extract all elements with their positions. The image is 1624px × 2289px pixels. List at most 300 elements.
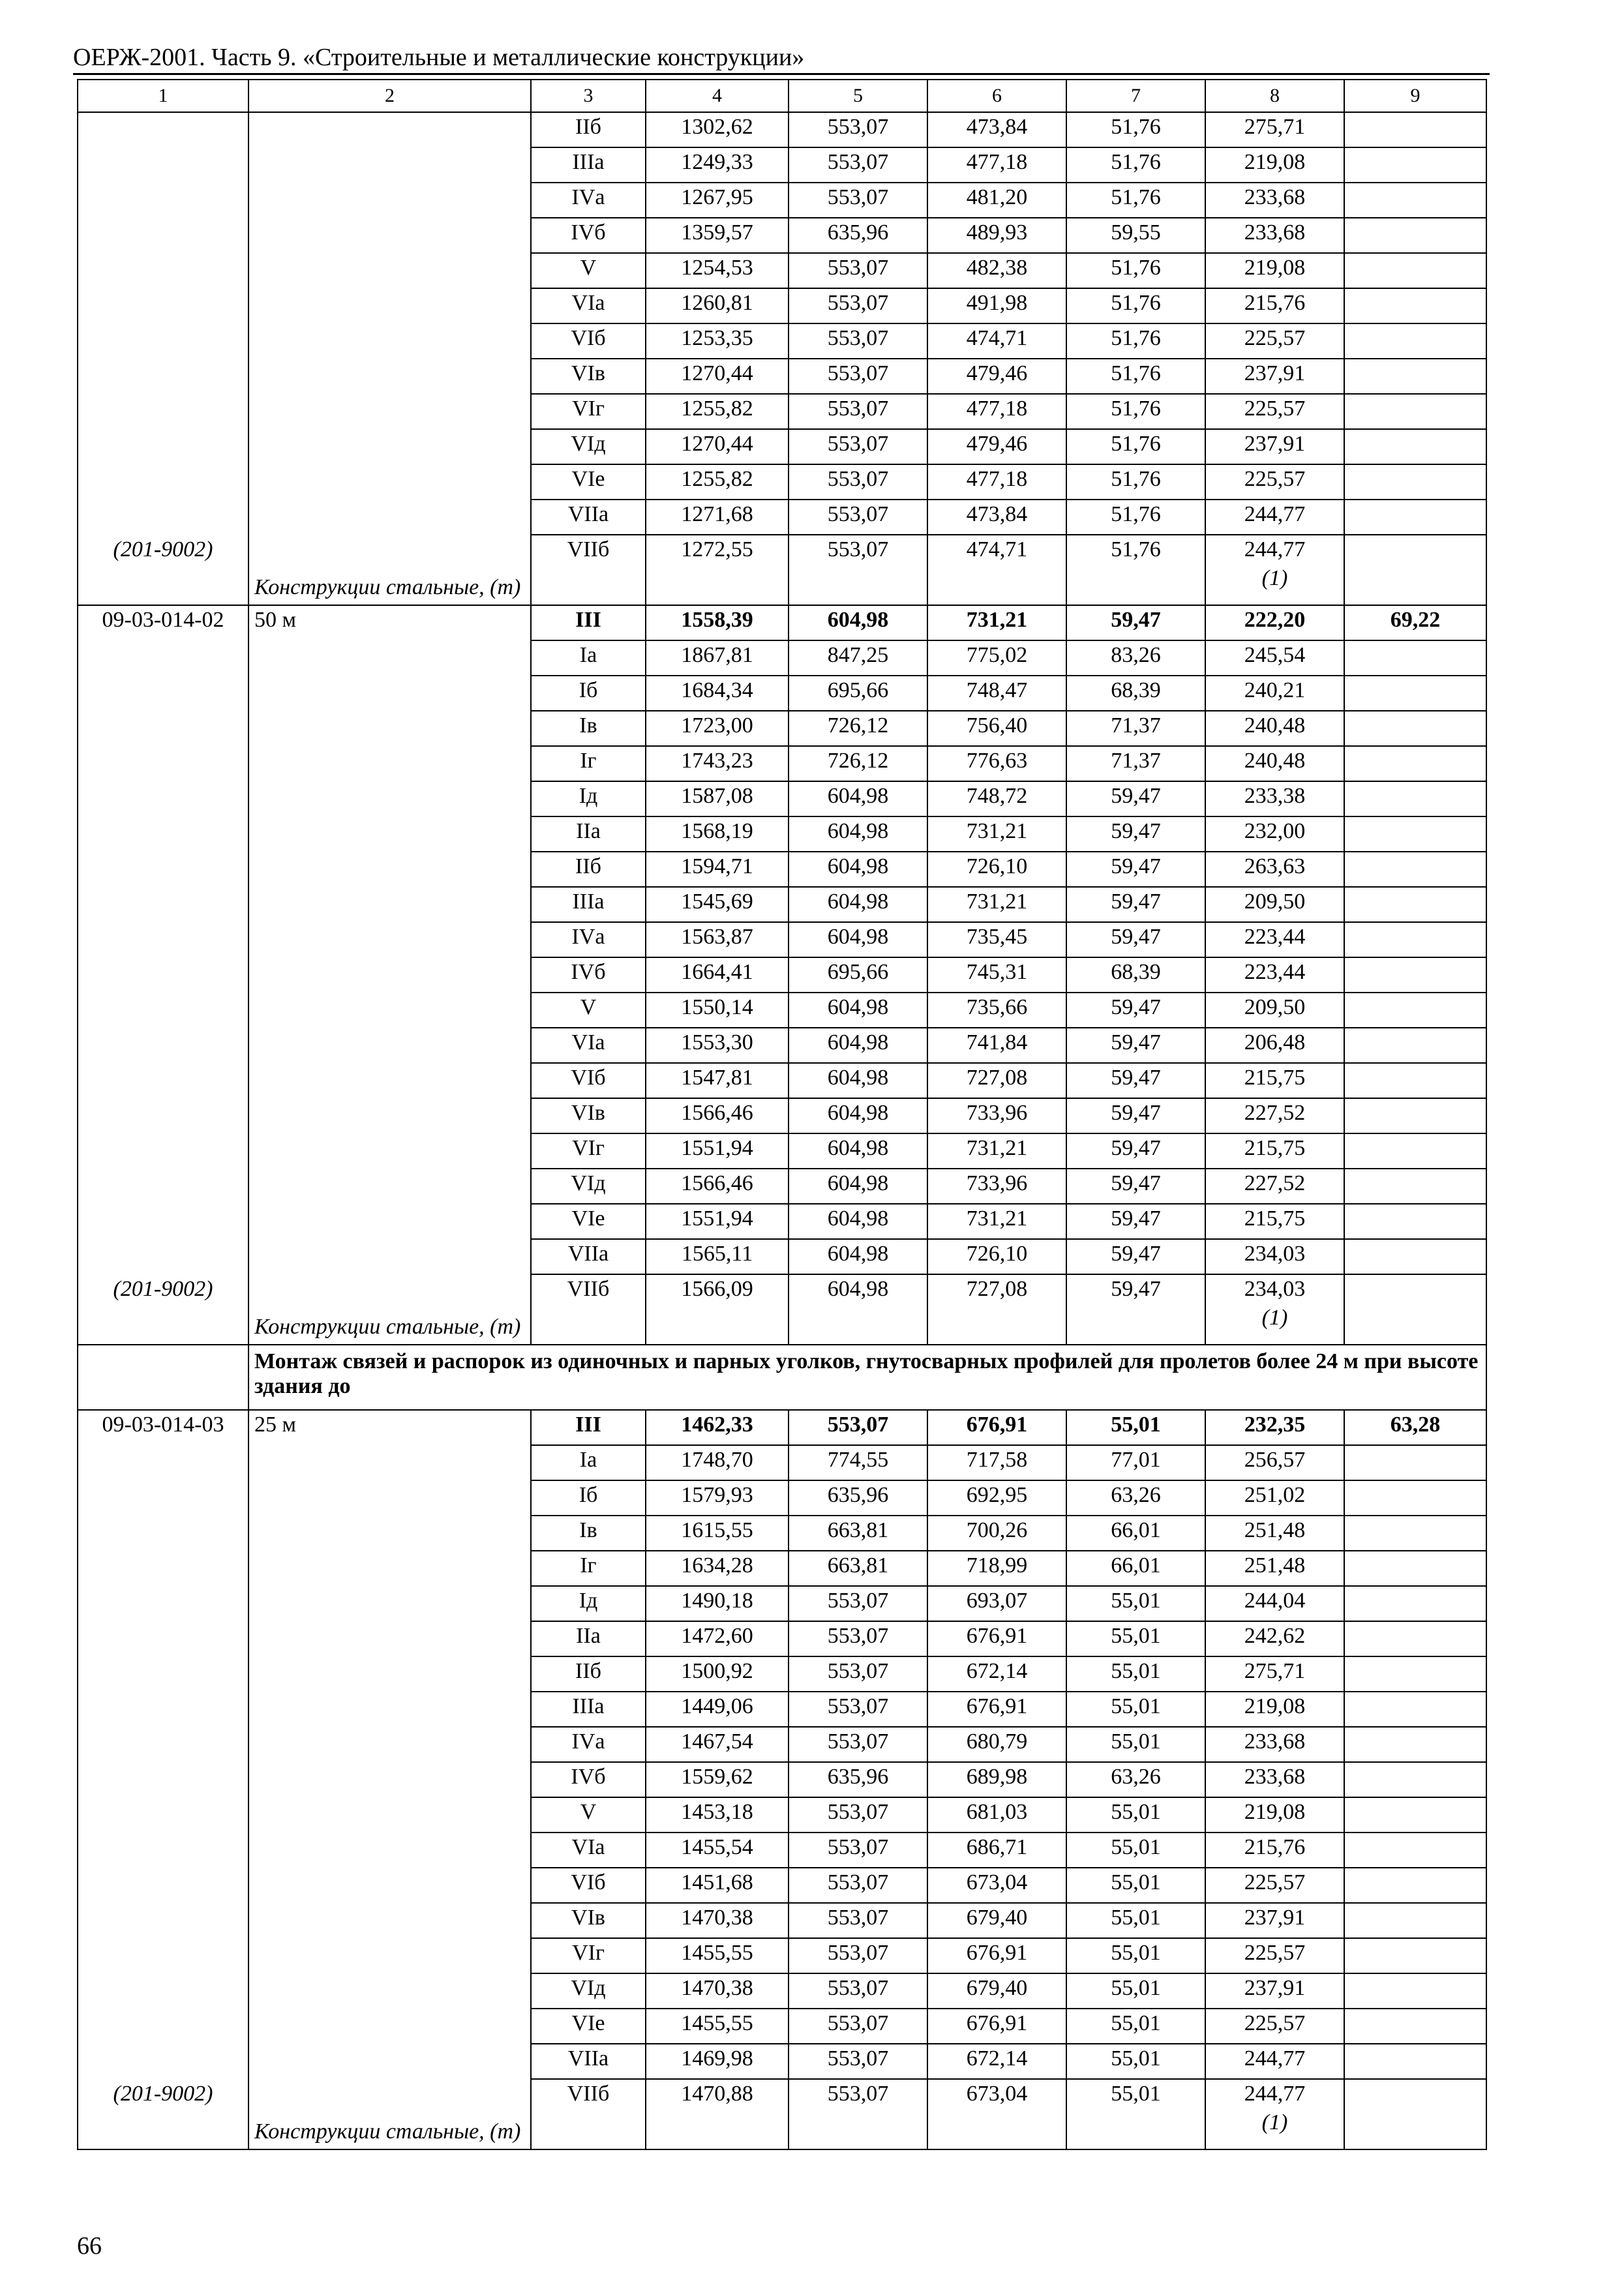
machinist-wages: 59,47: [1066, 1063, 1205, 1098]
work-name: 50 м Конструкции стальные, (т): [248, 605, 531, 1345]
labor-cost: [1344, 640, 1486, 676]
wages: 847,25: [789, 640, 927, 676]
territorial-zone: VIв: [531, 1903, 646, 1938]
wages: 553,07: [789, 112, 927, 147]
machinist-wages: 55,01: [1066, 1797, 1205, 1833]
wages: 553,07: [789, 1973, 927, 2009]
machine-operation: 731,21: [927, 816, 1066, 852]
materials-cost: 237,91: [1205, 1973, 1344, 2009]
total-cost: 1472,60: [646, 1621, 789, 1656]
machine-operation: 735,45: [927, 922, 1066, 957]
machinist-wages: 59,47: [1066, 993, 1205, 1028]
machine-operation: 717,58: [927, 1445, 1066, 1480]
machinist-wages: 51,76: [1066, 429, 1205, 464]
labor-cost: [1344, 464, 1486, 500]
labor-cost: [1344, 288, 1486, 323]
territorial-zone: Iа: [531, 640, 646, 676]
territorial-zone: V: [531, 993, 646, 1028]
wages: 604,98: [789, 1063, 927, 1098]
materials-cost: 219,08: [1205, 253, 1344, 288]
total-cost: 1302,62: [646, 112, 789, 147]
labor-cost: [1344, 2079, 1486, 2149]
materials-cost: 237,91: [1205, 429, 1344, 464]
territorial-zone: IVб: [531, 957, 646, 993]
machine-operation: 741,84: [927, 1028, 1066, 1063]
labor-cost: [1344, 1868, 1486, 1903]
machine-operation: 748,72: [927, 781, 1066, 816]
labor-cost: [1344, 1516, 1486, 1551]
total-cost: 1748,70: [646, 1445, 789, 1480]
table-row: [78, 1410, 1486, 1445]
materials-cost-value: 244,77: [1244, 2082, 1306, 2106]
machinist-wages: [1066, 1274, 1205, 1345]
wages: 553,07: [789, 500, 927, 535]
wages: 553,07: [789, 323, 927, 359]
materials-cost: 215,76: [1205, 288, 1344, 323]
labor-cost: [1344, 1938, 1486, 1973]
materials-cost: 232,00: [1205, 816, 1344, 852]
materials-cost: 240,48: [1205, 711, 1344, 746]
labor-cost: [1344, 1692, 1486, 1727]
materials-cost: 245,54: [1205, 640, 1344, 676]
territorial-zone: VIIа: [531, 500, 646, 535]
wages: 553,07: [789, 253, 927, 288]
wages: 604,98: [789, 887, 927, 922]
materials-cost: [1205, 1274, 1344, 1345]
wages: 553,07: [789, 359, 927, 394]
machinist-wages: 51,76: [1066, 147, 1205, 183]
machinist-wages: 55,01: [1066, 2044, 1205, 2079]
machine-operation: 681,03: [927, 1797, 1066, 1833]
machine-operation: 676,91: [927, 1938, 1066, 1973]
wages-value: 604,98: [827, 1277, 889, 1301]
machine-operation: 477,18: [927, 464, 1066, 500]
territorial-zone: VIд: [531, 429, 646, 464]
territorial-zone: IIа: [531, 1621, 646, 1656]
territorial-zone: IVб: [531, 1762, 646, 1797]
materials-cost: 275,71: [1205, 112, 1344, 147]
territorial-zone: VIб: [531, 323, 646, 359]
machinist-wages: 51,76: [1066, 288, 1205, 323]
labor-cost: [1344, 1239, 1486, 1274]
machinist-wages: 51,76: [1066, 359, 1205, 394]
machinist-wages: 68,39: [1066, 957, 1205, 993]
material-code: (201-9002): [113, 2082, 213, 2106]
machinist-wages: 51,76: [1066, 464, 1205, 500]
materials-cost: 225,57: [1205, 1868, 1344, 1903]
materials-cost: 233,68: [1205, 218, 1344, 253]
total-cost: [646, 535, 789, 605]
materials-cost: 209,50: [1205, 993, 1344, 1028]
labor-cost: [1344, 1727, 1486, 1762]
machinist-wages: 63,26: [1066, 1762, 1205, 1797]
machine-operation: 748,47: [927, 676, 1066, 711]
materials-cost: 244,04: [1205, 1586, 1344, 1621]
total-cost: 1359,57: [646, 218, 789, 253]
labor-cost: [1344, 359, 1486, 394]
column-number-cell: 9: [1344, 80, 1486, 112]
materials-cost: 256,57: [1205, 1445, 1344, 1480]
machine-operation: 479,46: [927, 429, 1066, 464]
territorial-zone: VIе: [531, 464, 646, 500]
total-cost: 1559,62: [646, 1762, 789, 1797]
machine-operation: 672,14: [927, 2044, 1066, 2079]
section-title: Монтаж связей и распорок из одиночных и парных уголков, гнутосварных профилей для пролетов более 24 м при высоте здания до: [248, 1345, 1486, 1410]
labor-cost: [1344, 147, 1486, 183]
machine-operation: 676,91: [927, 1410, 1066, 1445]
total-cost: 1255,82: [646, 464, 789, 500]
wages: 604,98: [789, 922, 927, 957]
territorial-zone: IVа: [531, 922, 646, 957]
wages: 553,07: [789, 288, 927, 323]
labor-cost: [1344, 676, 1486, 711]
total-cost: 1594,71: [646, 852, 789, 887]
machine-operation: 672,14: [927, 1656, 1066, 1692]
materials-cost: 263,63: [1205, 852, 1344, 887]
machine-operation: 477,18: [927, 147, 1066, 183]
territorial-zone: Iг: [531, 1551, 646, 1586]
total-cost: 1566,46: [646, 1098, 789, 1133]
machinist-wages: 51,76: [1066, 112, 1205, 147]
machine-operation: 727,08: [927, 1063, 1066, 1098]
labor-cost: [1344, 2044, 1486, 2079]
territorial-zone: Iа: [531, 1445, 646, 1480]
column-number-cell: 2: [248, 80, 531, 112]
territorial-zone: III: [531, 605, 646, 640]
rate-code: 09-03-014-03 (201-9002): [78, 1410, 248, 2149]
wages: 553,07: [789, 1868, 927, 1903]
machine-operation: 692,95: [927, 1480, 1066, 1516]
total-cost: 1455,55: [646, 1938, 789, 1973]
machinist-wages: 59,47: [1066, 816, 1205, 852]
labor-cost: [1344, 957, 1486, 993]
total-cost: 1579,93: [646, 1480, 789, 1516]
materials-cost: 206,48: [1205, 1028, 1344, 1063]
material-code: (201-9002): [113, 537, 213, 561]
machine-operation: 726,10: [927, 1239, 1066, 1274]
page-header: ОЕРЖ-2001. Часть 9. «Строительные и металлические конструкции»: [73, 44, 805, 71]
territorial-zone-value: VIIб: [567, 1277, 610, 1301]
total-cost: 1470,38: [646, 1973, 789, 2009]
total-cost: 1615,55: [646, 1516, 789, 1551]
machine-operation: 733,96: [927, 1169, 1066, 1204]
labor-cost: [1344, 1133, 1486, 1169]
labor-cost: [1344, 323, 1486, 359]
machine-operation: 481,20: [927, 183, 1066, 218]
total-cost: 1260,81: [646, 288, 789, 323]
materials-cost: 225,57: [1205, 323, 1344, 359]
machine-operation: 731,21: [927, 605, 1066, 640]
column-number-cell: 6: [927, 80, 1066, 112]
total-cost: 1455,55: [646, 2009, 789, 2044]
labor-cost: [1344, 112, 1486, 147]
wages: 695,66: [789, 957, 927, 993]
material-note: (1): [1261, 566, 1288, 590]
machine-operation: 733,96: [927, 1098, 1066, 1133]
machinist-wages: 63,26: [1066, 1480, 1205, 1516]
wages: 553,07: [789, 1938, 927, 1973]
wages: [789, 535, 927, 605]
wages: 726,12: [789, 711, 927, 746]
machine-operation: 718,99: [927, 1551, 1066, 1586]
labor-cost: [1344, 1656, 1486, 1692]
total-cost: 1469,98: [646, 2044, 789, 2079]
total-cost: 1470,38: [646, 1903, 789, 1938]
machine-operation: [927, 1274, 1066, 1345]
wages: [789, 2079, 927, 2149]
labor-cost: [1344, 253, 1486, 288]
total-cost: 1451,68: [646, 1868, 789, 1903]
machinist-wages: 51,76: [1066, 323, 1205, 359]
machinist-wages: 71,37: [1066, 746, 1205, 781]
labor-cost: [1344, 394, 1486, 429]
labor-cost: [1344, 1274, 1486, 1345]
machinist-wages: 59,47: [1066, 1239, 1205, 1274]
materials-cost: 225,57: [1205, 1938, 1344, 1973]
materials-cost: 234,03: [1205, 1239, 1344, 1274]
total-cost: 1467,54: [646, 1727, 789, 1762]
machinist-wages-value: 55,01: [1111, 2082, 1161, 2106]
territorial-zone: IIб: [531, 112, 646, 147]
territorial-zone: Iв: [531, 711, 646, 746]
machine-operation: 756,40: [927, 711, 1066, 746]
territorial-zone: V: [531, 1797, 646, 1833]
materials-cost: 251,48: [1205, 1516, 1344, 1551]
total-cost: 1558,39: [646, 605, 789, 640]
machine-operation: [927, 2079, 1066, 2149]
column-number-cell: 5: [789, 80, 927, 112]
wages: 553,07: [789, 1586, 927, 1621]
labor-cost: [1344, 1973, 1486, 2009]
wages: 553,07: [789, 2044, 927, 2079]
labor-cost: [1344, 746, 1486, 781]
materials-cost: 233,68: [1205, 1727, 1344, 1762]
labor-cost: [1344, 1098, 1486, 1133]
material-description: Конструкции стальные, (т): [254, 575, 521, 599]
labor-cost: [1344, 1169, 1486, 1204]
labor-cost: [1344, 500, 1486, 535]
wages: 553,07: [789, 1410, 927, 1445]
territorial-zone-value: VIIб: [567, 537, 610, 561]
machinist-wages: 55,01: [1066, 1410, 1205, 1445]
total-cost: 1270,44: [646, 429, 789, 464]
wages: [789, 1274, 927, 1345]
wages: 553,07: [789, 464, 927, 500]
machine-operation: 479,46: [927, 359, 1066, 394]
total-cost: 1500,92: [646, 1656, 789, 1692]
wages: 553,07: [789, 1797, 927, 1833]
labor-cost: [1344, 535, 1486, 605]
machinist-wages: 51,76: [1066, 183, 1205, 218]
materials-cost: 251,48: [1205, 1551, 1344, 1586]
materials-cost: 209,50: [1205, 887, 1344, 922]
wages: 604,98: [789, 1133, 927, 1169]
territorial-zone: VIг: [531, 394, 646, 429]
work-name: [248, 112, 531, 605]
wages: 553,07: [789, 147, 927, 183]
territorial-zone: VIг: [531, 1938, 646, 1973]
machine-operation: 731,21: [927, 1133, 1066, 1169]
machine-operation: 679,40: [927, 1973, 1066, 2009]
total-cost: 1547,81: [646, 1063, 789, 1098]
total-cost: 1249,33: [646, 147, 789, 183]
wages: 553,07: [789, 1833, 927, 1868]
materials-cost: 215,75: [1205, 1133, 1344, 1169]
wages: 604,98: [789, 781, 927, 816]
material-description: Конструкции стальные, (т): [254, 1315, 521, 1339]
machinist-wages: [1066, 2079, 1205, 2149]
materials-cost: 244,77: [1205, 500, 1344, 535]
machinist-wages: 55,01: [1066, 1938, 1205, 1973]
machinist-wages-value: 59,47: [1111, 1277, 1161, 1301]
machinist-wages: 55,01: [1066, 2009, 1205, 2044]
materials-cost: 222,20: [1205, 605, 1344, 640]
machinist-wages: 59,47: [1066, 1133, 1205, 1169]
labor-cost: [1344, 1551, 1486, 1586]
territorial-zone: Iв: [531, 1516, 646, 1551]
materials-cost: 227,52: [1205, 1098, 1344, 1133]
territorial-zone: VIв: [531, 359, 646, 394]
labor-cost: [1344, 1621, 1486, 1656]
machinist-wages: 77,01: [1066, 1445, 1205, 1480]
column-number-cell: 7: [1066, 80, 1205, 112]
machinist-wages: 55,01: [1066, 1621, 1205, 1656]
materials-cost: 227,52: [1205, 1169, 1344, 1204]
total-cost: 1566,46: [646, 1169, 789, 1204]
wages: 553,07: [789, 1621, 927, 1656]
territorial-zone: IIа: [531, 816, 646, 852]
wages: 604,98: [789, 1169, 927, 1204]
column-number-cell: 3: [531, 80, 646, 112]
total-cost: 1553,30: [646, 1028, 789, 1063]
territorial-zone: VIIа: [531, 1239, 646, 1274]
materials-cost: 219,08: [1205, 1797, 1344, 1833]
total-cost: 1455,54: [646, 1833, 789, 1868]
table-row: [78, 112, 1486, 147]
territorial-zone: [531, 2079, 646, 2149]
total-cost: 1551,94: [646, 1204, 789, 1239]
material-note: (1): [1261, 2110, 1288, 2134]
materials-cost: 223,44: [1205, 922, 1344, 957]
machinist-wages: 55,01: [1066, 1727, 1205, 1762]
labor-cost: [1344, 429, 1486, 464]
total-cost: 1587,08: [646, 781, 789, 816]
machine-operation: 676,91: [927, 2009, 1066, 2044]
machinist-wages: 55,01: [1066, 1903, 1205, 1938]
territorial-zone: IVб: [531, 218, 646, 253]
total-cost: 1551,94: [646, 1133, 789, 1169]
wages: 553,07: [789, 1727, 927, 1762]
machinist-wages: 59,47: [1066, 852, 1205, 887]
territorial-zone: Iд: [531, 781, 646, 816]
material-note: (1): [1261, 1306, 1288, 1330]
total-cost: 1253,35: [646, 323, 789, 359]
total-cost: 1270,44: [646, 359, 789, 394]
wages: 553,07: [789, 1656, 927, 1692]
total-cost: 1449,06: [646, 1692, 789, 1727]
machinist-wages: 83,26: [1066, 640, 1205, 676]
territorial-zone: [531, 1274, 646, 1345]
machinist-wages-value: 51,76: [1111, 537, 1161, 561]
machine-operation: 726,10: [927, 852, 1066, 887]
labor-cost: [1344, 816, 1486, 852]
machinist-wages: 51,76: [1066, 394, 1205, 429]
materials-cost: 233,68: [1205, 1762, 1344, 1797]
materials-cost: 225,57: [1205, 464, 1344, 500]
machine-operation: 680,79: [927, 1727, 1066, 1762]
rates-table-container: [77, 79, 1486, 2150]
labor-cost: [1344, 1797, 1486, 1833]
territorial-zone: Iб: [531, 1480, 646, 1516]
material-code: (201-9002): [113, 1277, 213, 1301]
territorial-zone: VIб: [531, 1868, 646, 1903]
labor-cost: [1344, 1903, 1486, 1938]
wages: 604,98: [789, 1239, 927, 1274]
total-cost: 1634,28: [646, 1551, 789, 1586]
wages: 695,66: [789, 676, 927, 711]
machine-operation: 673,04: [927, 1868, 1066, 1903]
column-number-cell: 8: [1205, 80, 1344, 112]
materials-cost: 215,75: [1205, 1204, 1344, 1239]
work-name: 25 м Конструкции стальные, (т): [248, 1410, 531, 2149]
territorial-zone: IVа: [531, 1727, 646, 1762]
section-heading-row: [78, 1345, 1486, 1410]
machinist-wages: 59,55: [1066, 218, 1205, 253]
machine-operation: 700,26: [927, 1516, 1066, 1551]
total-cost: 1462,33: [646, 1410, 789, 1445]
total-cost: 1550,14: [646, 993, 789, 1028]
territorial-zone: VIг: [531, 1133, 646, 1169]
column-number-row: [78, 80, 1486, 112]
materials-cost: 219,08: [1205, 1692, 1344, 1727]
machine-operation: 775,02: [927, 640, 1066, 676]
materials-cost: [1205, 535, 1344, 605]
territorial-zone: Iд: [531, 1586, 646, 1621]
total-cost-value: 1272,55: [681, 537, 753, 561]
wages: 663,81: [789, 1516, 927, 1551]
machinist-wages: 55,01: [1066, 1868, 1205, 1903]
total-cost: 1867,81: [646, 640, 789, 676]
machine-operation: 473,84: [927, 500, 1066, 535]
wages: 604,98: [789, 1028, 927, 1063]
machinist-wages: 71,37: [1066, 711, 1205, 746]
materials-cost: 219,08: [1205, 147, 1344, 183]
machine-operation: 473,84: [927, 112, 1066, 147]
header-rule: [73, 73, 1490, 75]
table-row: [78, 605, 1486, 640]
labor-cost: [1344, 1028, 1486, 1063]
labor-cost: [1344, 183, 1486, 218]
labor-cost: [1344, 852, 1486, 887]
machinist-wages: 59,47: [1066, 1028, 1205, 1063]
machine-operation: 745,31: [927, 957, 1066, 993]
wages: 553,07: [789, 2009, 927, 2044]
labor-cost: [1344, 2009, 1486, 2044]
machinist-wages: 59,47: [1066, 887, 1205, 922]
labor-cost: [1344, 887, 1486, 922]
machinist-wages: 59,47: [1066, 1098, 1205, 1133]
materials-cost: 242,62: [1205, 1621, 1344, 1656]
materials-cost: 240,48: [1205, 746, 1344, 781]
machinist-wages: 55,01: [1066, 1692, 1205, 1727]
total-cost: 1723,00: [646, 711, 789, 746]
labor-cost: [1344, 218, 1486, 253]
page-number: 66: [77, 2232, 102, 2260]
territorial-zone: VIа: [531, 1028, 646, 1063]
material-description: Конструкции стальные, (т): [254, 2119, 521, 2144]
labor-cost: 69,22: [1344, 605, 1486, 640]
wages: 553,07: [789, 394, 927, 429]
